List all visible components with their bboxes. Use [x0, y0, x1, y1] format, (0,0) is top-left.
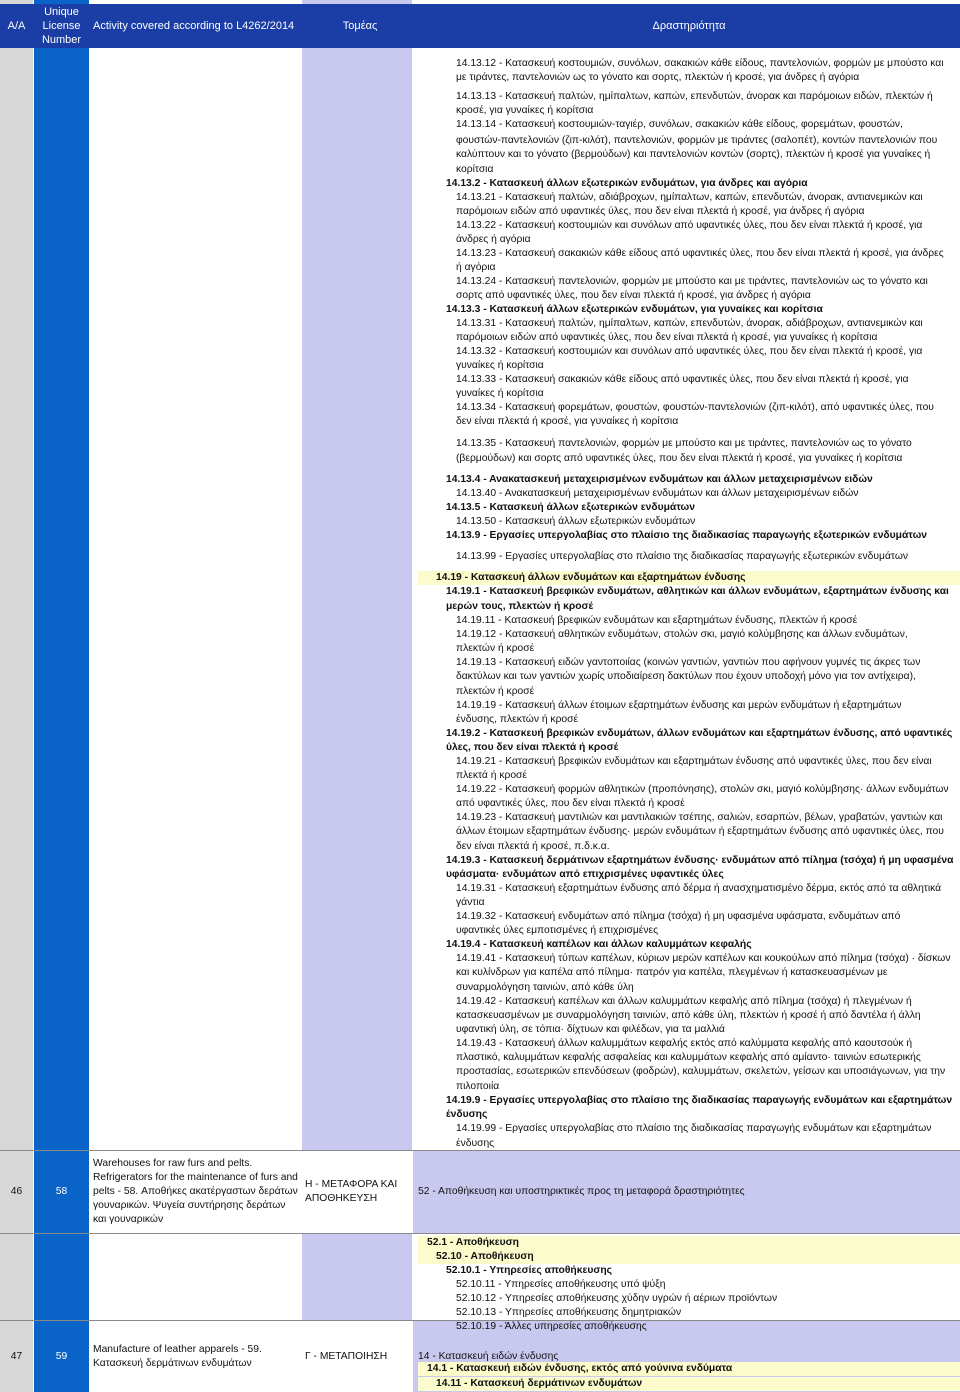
activity-line: μερών τους, πλεκτών ή κροσέ — [446, 601, 594, 612]
activity-line: υφάσματα· ενδυμάτων από επιχρισμένες υφαντικές ύλες — [446, 869, 724, 880]
table-header — [0, 4, 960, 48]
activity-line: ένδυσης — [456, 1138, 495, 1149]
activity-line: άνδρες ή αγόρια — [456, 234, 531, 245]
activity-line: 14.13.9 - Εργασίες υπεργολαβίας στο πλαίσιο της διαδικασίας παραγωγής εξωτερικών ενδυμάτων — [446, 530, 928, 541]
activity-line: πιλοποιία — [456, 1081, 500, 1092]
row-main-activity: 14 - Κατασκευή ειδών ένδυσης — [413, 1321, 960, 1392]
activity-line: 14.13.2 - Κατασκευή άλλων εξωτερικών ενδυμάτων, για άνδρες και αγόρια — [446, 178, 808, 189]
activity-line: 14.19.2 - Κατασκευή βρεφικών ενδυμάτων, άλλων ενδυμάτων και εξαρτημάτων ένδυσης, από υφαντικές — [446, 728, 953, 739]
activity-line: 14.19.9 - Εργασίες υπεργολαβίας στο πλαίσιο της διαδικασίας παραγωγής ενδυμάτων και εξαρτημάτων — [446, 1095, 953, 1106]
activity-line: πλεκτών ή κροσέ — [456, 643, 535, 654]
header-license-number: Unique License Number — [41, 6, 82, 46]
activity-line: 52.10.19 - Άλλες υπηρεσίες αποθήκευσης — [456, 1321, 647, 1332]
activity-line: προστασίας, εσωτερικών επενδύσεων (φοδρών), καλυμμάτων, σκελετών, γείσων και υποσιάγωνων, για την — [456, 1066, 946, 1077]
activity-line: πλεκτά ή κροσέ — [456, 770, 527, 781]
activity-line: πλεκτών ή κροσέ — [456, 686, 535, 697]
activity-line: 52.10.11 - Υπηρεσίες αποθήκευσης υπό ψύξη — [456, 1279, 666, 1290]
activity-line: 14.19.23 - Κατασκευή μαντιλιών και μαντιλακιών τσέπης, σαλιών, εσαρπών, βέλων, γραβατών, γαντιών και — [456, 812, 943, 823]
activity-line: 14.19.99 - Εργασίες υπεργολαβίας στο πλαίσιο της διαδικασίας παραγωγής ενδυμάτων και εξαρτημάτων — [456, 1123, 932, 1134]
activity-line: 14.13.13 - Κατασκευή παλτών, ημίπαλτων, καπών, επενδυτών, άνορακ και παρόμοιων ειδών, πλεκτών ή — [456, 91, 933, 102]
activity-line: 14.19.4 - Κατασκευή καπέλων και άλλων καλυμμάτων κεφαλής — [446, 939, 752, 950]
activity-line: 14.13.31 - Κατασκευή παλτών, ημίπαλτων, καπών, επενδυτών, άνορακ, αδιάβροχων, αντιανεμικών και — [456, 318, 923, 329]
activity-line: 14.19.21 - Κατασκευή βρεφικών ενδυμάτων και εξαρτημάτων ένδυσης από υφαντικές ύλες, που δεν είναι — [456, 756, 932, 767]
activity-line: 14.13.40 - Ανακατασκευή μεταχειρισμένων ενδυμάτων και άλλων μεταχειρισμένων ειδών — [456, 488, 859, 499]
row-activity: Manufacture of leather apparels - 59. Κατασκευή δερμάτινων ενδυμάτων — [90, 1321, 301, 1392]
activity-line: κροσέ, για γυναίκες ή κορίτσια — [456, 105, 594, 116]
activity-line: 14.19.11 - Κατασκευή βρεφικών ενδυμάτων και εξαρτημάτων ένδυσης, πλεκτών ή κροσέ — [456, 615, 858, 626]
activity-line: υφαντικές ύλες εμποτισμένες ή επιχρισμένες — [456, 925, 659, 936]
activity-line: 14.13.21 - Κατασκευή παλτών, αδιάβροχων, ημίπαλτων, καπών, επενδυτών, άνορακ, αντιανεμικών και — [456, 192, 923, 203]
activity-line: 14.13.99 - Εργασίες υπεργολαβίας στο πλαίσιο της διαδικασίας παραγωγής εξωτερικών ενδυμάτων — [456, 551, 909, 562]
activity-line: 52.1 - Αποθήκευση — [418, 1236, 960, 1250]
activity-line: (βερμούδων) και σορτς από υφαντικές ύλες, που δεν είναι πλεκτά ή κροσέ, για γυναίκες ή κορίτσια — [456, 453, 903, 464]
activity-line: δεν είναι πλεκτά ή κροσέ, π.δ.κ.α. — [456, 841, 610, 852]
activity-line: κορίτσια — [456, 164, 494, 175]
activity-line: γυναίκες ή κορίτσια — [456, 388, 544, 399]
activity-line: ένδυσης, πλεκτών ή κροσέ — [456, 714, 579, 725]
activity-line: γυναίκες ή κορίτσια — [456, 360, 544, 371]
header-activity: Δραστηριότητα — [652, 20, 726, 32]
activity-line: ένδυσης — [446, 1109, 488, 1120]
activity-line: φουστών-παντελονιών (ζιπ-κιλότ), παντελονιών, φορμών με τιράντες (σαλοπέτ), κοντών παντελονιών που — [456, 135, 938, 146]
activity-line: γάντια — [456, 897, 485, 908]
activity-line: κατασκευασμένων με συναρμολόγηση ταινιών, από κάθε ύλη, πλεκτών ή κροσέ ή από δαντέλα ή άλλη — [456, 1010, 921, 1021]
table-row — [0, 1150, 960, 1234]
activity-line: δεν είναι πλεκτά ή κροσέ, για γυναίκες ή κορίτσια — [456, 416, 679, 427]
activity-line: 14.13.12 - Κατασκευή κοστουμιών, συνόλων, σακακιών κάθε είδους, παντελονιών, φορμών με μπούστο και — [456, 58, 944, 69]
row-aa: 46 — [0, 1151, 33, 1233]
activity-line: πλαστικό, καλυμμάτων κεφαλής ασφαλείας και καλυμμάτων κεφαλής από αμίαντο· ταινιών εσωτερικής — [456, 1052, 921, 1063]
activity-line: 14.13.24 - Κατασκευή παντελονιών, φορμών με μπούστο και με τιράντες, παντελονιών ως το γόνατο και — [456, 276, 928, 287]
activity-line: 52.10.12 - Υπηρεσίες αποθήκευσης χύδην υγρών ή αέριων προϊόντων — [456, 1293, 778, 1304]
row-license-number: 59 — [34, 1321, 89, 1392]
activity-line: 14.19 - Κατασκευή άλλων ενδυμάτων και εξαρτημάτων ένδυσης — [418, 571, 960, 585]
activity-line: 14.13.33 - Κατασκευή σακακιών κάθε είδους από υφαντικές ύλες, που δεν είναι πλεκτά ή κροσέ, για — [456, 374, 909, 385]
activity-line: 14.19.19 - Κατασκευή άλλων έτοιμων εξαρτημάτων ένδυσης και μερών ενδυμάτων ή εξαρτημάτων — [456, 700, 902, 711]
activity-line: παρόμοιων ειδών από υφαντικές ύλες, που δεν είναι πλεκτά ή κροσέ, για γυναίκες ή κορίτσια — [456, 332, 878, 343]
activity-line: 14.19.31 - Κατασκευή εξαρτημάτων ένδυσης από δέρμα ή ανασχηματισμένο δέρμα, εκτός από τα αθλητικά — [456, 883, 942, 894]
activity-line: 14.13.14 - Κατασκευή κοστουμιών-ταγιέρ, συνόλων, σακακιών κάθε είδους, φορεμάτων, φουστών, — [456, 119, 903, 130]
activity-line: 14.13.32 - Κατασκευή κοστουμιών και συνόλων από υφαντικές ύλες, που δεν είναι πλεκτά ή κροσέ, για — [456, 346, 923, 357]
activity-line: 14.11 - Κατασκευή δερμάτινων ενδυμάτων — [418, 1377, 960, 1391]
header-activity-en: Activity covered according to L4262/2014 — [93, 20, 295, 32]
activity-line: 14.19.22 - Κατασκευή φορμών αθλητικών (προπόνησης), στολών σκι, μαγιό κολύμβησης· άλλων ενδυμάτων — [456, 784, 949, 795]
row-license-number: 58 — [34, 1151, 89, 1233]
activity-line: 52.10 - Αποθήκευση — [418, 1250, 960, 1264]
activity-line: 52.10.13 - Υπηρεσίες αποθήκευσης δημητριακών — [456, 1307, 682, 1318]
row-main-activity: 52 - Αποθήκευση και υποστηρικτικές προς τη μεταφορά δραστηριότητες — [413, 1151, 960, 1233]
row-sector: Η - ΜΕΤΑΦΟΡΑ ΚΑΙ ΑΠΟΘΗΚΕΥΣΗ — [302, 1151, 412, 1233]
activity-line: 14.19.1 - Κατασκευή βρεφικών ενδυμάτων, αθλητικών και άλλων ενδυμάτων, εξαρτημάτων ένδυσης και — [446, 586, 949, 597]
activity-line: 14.19.41 - Κατασκευή τύπων καπέλων, κύριων μερών καπέλων και κουκούλων από πίλημα (τσόχα) · δίσκων — [456, 953, 951, 964]
activity-line: 14.19.13 - Κατασκευή ειδών γαντοποιίας (κοινών γαντιών, γαντιών που αφήνουν γυμνές τις άκρες των — [456, 657, 921, 668]
activity-line: 14.19.32 - Κατασκευή ενδυμάτων από πίλημα (τσόχα) ή μη υφασμένα υφάσματα, ενδυμάτων από — [456, 911, 901, 922]
activity-line: 14.19.42 - Κατασκευή καπέλων και άλλων καλυμμάτων κεφαλής από πίλημα (τσόχα) ή πλεγμένων ή — [456, 996, 912, 1007]
activity-line: καλύπτουν και το γόνατο (βερμούδων) και παντελονιών κοντών (σορτς), πλεκτών ή κροσέ για γυναίκες ή — [456, 149, 931, 160]
activity-line: ύλες, που δεν είναι πλεκτά ή κροσέ — [446, 742, 619, 753]
activity-line: 14.13.4 - Ανακατασκευή μεταχειρισμένων ενδυμάτων και άλλων μεταχειρισμένων ειδών — [446, 474, 873, 485]
row-activity: Warehouses for raw furs and pelts. Refrigerators for the maintenance of furs and pelts - 58. Αποθήκες ακατέργαστων δεράτων γουναρικών. Ψυγεία συντήρησης δεράτων και γουναρικών — [90, 1151, 301, 1233]
activity-line: δακτύλων και των γαντιών χωρίς υποδιαίρεση δακτύλων που έχουν υποδοχή μόνο για τον αντίχειρα), — [456, 671, 916, 682]
activity-line: 14.13.34 - Κατασκευή φορεμάτων, φουστών, φουστών-παντελονιών (ζιπ-κιλότ), από υφαντικές ύλες, που — [456, 402, 934, 413]
header-sector: Τομέας — [342, 20, 378, 32]
activity-line: 14.13.50 - Κατασκευή άλλων εξωτερικών ενδυμάτων — [456, 516, 696, 527]
activity-line: 14.13.23 - Κατασκευή σακακιών κάθε είδους από υφαντικές ύλες, που δεν είναι πλεκτά ή κροσέ, για άνδρες — [456, 248, 944, 259]
activity-line: με τιράντες, παντελονιών ως το γόνατο και σορτς, πλεκτών ή κροσέ, για άνδρες ή αγόρια — [456, 72, 860, 83]
activity-line: παρόμοιων ειδών από υφαντικές ύλες, που δεν είναι πλεκτά ή κροσέ, για άνδρες ή αγόρια — [456, 206, 865, 217]
activity-line: ή αγόρια — [456, 262, 496, 273]
activity-line: υφαντική ύλη, σε τόπια· δίχτυων και φιλέδων, για τα μαλλιά — [456, 1024, 725, 1035]
activity-line: σορτς από υφαντικές ύλες, που δεν είναι πλεκτά ή κροσέ, για άνδρες ή αγόρια — [456, 290, 811, 301]
activity-line: 14.19.3 - Κατασκευή δερμάτινων εξαρτημάτων ένδυσης· ενδυμάτων από πίλημα (τσόχα) ή μη υφασμένα — [446, 855, 954, 866]
activity-line: 14.13.35 - Κατασκευή παντελονιών, φορμών με μπούστο και με τιράντες, παντελονιών ως το γόνατο — [456, 438, 912, 449]
activity-line: 14.1 - Κατασκευή ειδών ένδυσης, εκτός από γούνινα ενδύματα — [418, 1362, 960, 1376]
activity-line: από υφαντικές ύλες, που δεν είναι πλεκτά ή κροσέ — [456, 798, 685, 809]
activity-line: άλλων έτοιμων εξαρτημάτων ένδυσης· μερών ενδυμάτων ή εξαρτημάτων ένδυσης από υφαντικές ύλες, που — [456, 826, 944, 837]
activity-line: 14.19.12 - Κατασκευή αθλητικών ενδυμάτων, στολών σκι, μαγιό κολύμβησης και άλλων ενδυμάτων, — [456, 629, 908, 640]
activity-line: 14.13.3 - Κατασκευή άλλων εξωτερικών ενδυμάτων, για γυναίκες και κορίτσια — [446, 304, 823, 315]
row-sector: Γ - ΜΕΤΑΠΟΙΗΣΗ — [302, 1321, 412, 1392]
activity-line: συναρμολόγηση ταινιών, από κάθε ύλη — [456, 982, 634, 993]
activity-line: 14.13.5 - Κατασκευή άλλων εξωτερικών ενδυμάτων — [446, 502, 695, 513]
row-aa: 47 — [0, 1321, 33, 1392]
header-aa: Α/Α — [7, 20, 26, 32]
activity-line: 14.19.43 - Κατασκευή άλλων καλυμμάτων κεφαλής εκτός από καλύμματα κεφαλής από καουτσούκ ή — [456, 1038, 913, 1049]
activity-line: και κυλίνδρων για καπέλα από πίλημα· πατρόν για καπέλα, πλεγμένων ή κατασκευασμένων με — [456, 967, 888, 978]
activity-line: 14.13.22 - Κατασκευή κοστουμιών και συνόλων από υφαντικές ύλες, που δεν είναι πλεκτά ή κροσέ, για — [456, 220, 923, 231]
activity-line: 52.10.1 - Υπηρεσίες αποθήκευσης — [446, 1265, 613, 1276]
